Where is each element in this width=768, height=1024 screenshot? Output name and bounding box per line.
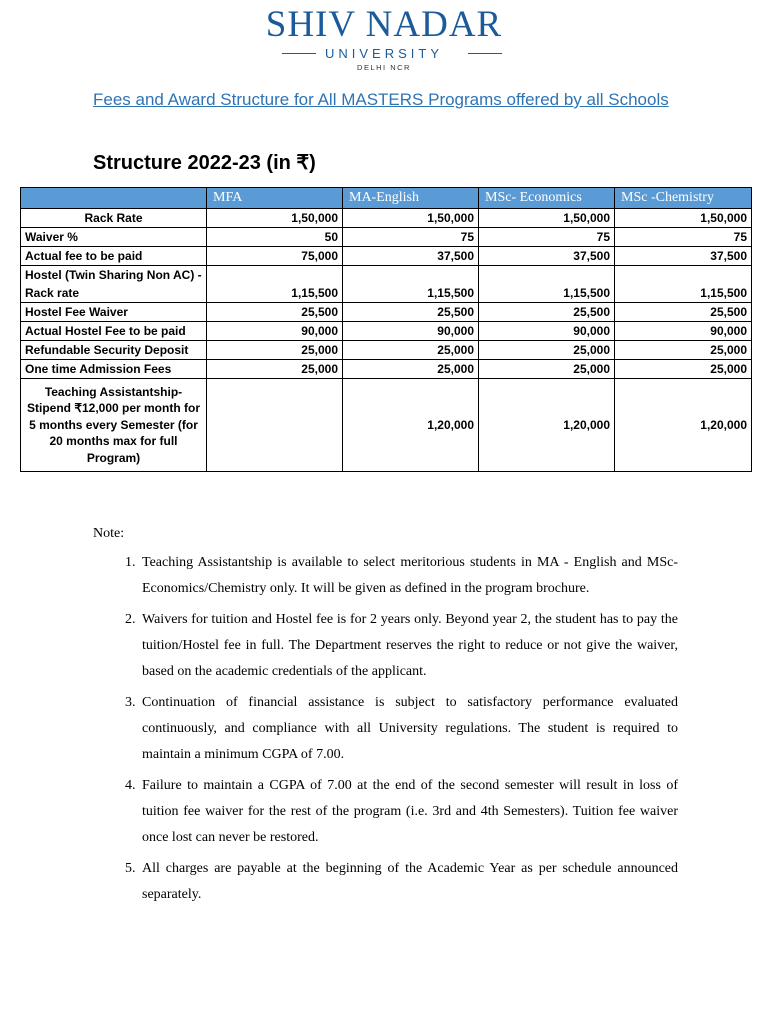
cell: 50	[207, 228, 343, 247]
table-row	[21, 322, 752, 341]
row-label: Waiver %	[21, 228, 207, 247]
list-item: 2. Waivers for tuition and Hostel fee is for 2 years only. Beyond year 2, the student has to pay the tuition/Hostel fee in full. The Department reserves the right to reduce or not give the waiver, based on the academic credentials of the applicant.	[139, 607, 678, 685]
cell: 37,500	[343, 247, 479, 266]
cell: 1,50,000	[343, 209, 479, 228]
cell: 90,000	[479, 322, 615, 341]
logo-subtitle: UNIVERSITY	[324, 46, 443, 61]
list-item: 1. Teaching Assistantship is available to select meritorious students in MA - English and MSc-Economics/Chemistry only. It will be given as defined in the program brochure.	[139, 550, 678, 602]
cell: 75	[343, 228, 479, 247]
row-label: Actual Hostel Fee to be paid	[21, 322, 207, 341]
cell: 25,000	[479, 360, 615, 379]
table-row	[21, 266, 752, 303]
row-label: Hostel (Twin Sharing Non AC) -Rack rate	[21, 266, 207, 303]
cell	[207, 379, 343, 472]
cell: 1,50,000	[479, 209, 615, 228]
notes-title: Note:	[93, 526, 125, 541]
university-logo	[0, 6, 768, 72]
list-item: 4. Failure to maintain a CGPA of 7.00 at the end of the second semester will result in loss of tuition fee waiver for the rest of the program (i.e. 3rd and 4th Semesters). Tuition fee waiver once lost can never be restored.	[139, 773, 678, 851]
column-header	[21, 188, 207, 209]
logo-title: SHIV NADAR	[265, 4, 503, 45]
cell: 1,20,000	[479, 379, 615, 472]
table-row	[21, 360, 752, 379]
notes-list	[93, 550, 678, 908]
row-label: Actual fee to be paid	[21, 247, 207, 266]
list-item: 3. Continuation of financial assistance is subject to satisfactory performance evaluated continuously, and compliance with all University regulations. The student is required to maintain a minimum CGPA of 7.00.	[139, 690, 678, 768]
cell: 25,000	[207, 341, 343, 360]
row-label: Rack Rate	[21, 209, 207, 228]
column-header: MSc -Chemistry	[615, 188, 752, 209]
row-label: Hostel Fee Waiver	[21, 303, 207, 322]
column-header: MA-English	[343, 188, 479, 209]
table-row	[21, 341, 752, 360]
cell: 1,15,500	[615, 266, 752, 303]
table-row	[21, 303, 752, 322]
cell: 1,15,500	[479, 266, 615, 303]
logo-rule-right	[468, 53, 502, 54]
row-label: Teaching Assistantship-Stipend ₹12,000 per month for 5 months every Semester (for 20 months max for full Program)	[21, 379, 207, 472]
table-row	[21, 247, 752, 266]
document-heading: Fees and Award Structure for All MASTERS Programs offered by all Schools	[93, 90, 669, 109]
column-header: MFA	[207, 188, 343, 209]
table-header-row	[21, 188, 752, 209]
cell: 1,50,000	[207, 209, 343, 228]
cell: 25,500	[615, 303, 752, 322]
cell: 90,000	[615, 322, 752, 341]
cell: 37,500	[615, 247, 752, 266]
cell: 1,15,500	[207, 266, 343, 303]
row-label: One time Admission Fees	[21, 360, 207, 379]
cell: 25,000	[207, 360, 343, 379]
cell: 25,000	[479, 341, 615, 360]
logo-subtitle-row	[0, 45, 768, 61]
cell: 25,000	[615, 341, 752, 360]
cell: 25,000	[615, 360, 752, 379]
cell: 37,500	[479, 247, 615, 266]
fees-table	[20, 187, 752, 472]
logo-rule-left	[282, 53, 316, 54]
table-row	[21, 379, 752, 472]
cell: 90,000	[207, 322, 343, 341]
cell: 1,20,000	[615, 379, 752, 472]
cell: 1,15,500	[343, 266, 479, 303]
cell: 25,500	[207, 303, 343, 322]
notes-section	[93, 526, 678, 913]
cell: 25,500	[343, 303, 479, 322]
cell: 1,20,000	[343, 379, 479, 472]
cell: 90,000	[343, 322, 479, 341]
cell: 25,000	[343, 341, 479, 360]
logo-location: DELHI NCR	[357, 63, 411, 72]
cell: 25,500	[479, 303, 615, 322]
table-row	[21, 228, 752, 247]
cell: 75	[479, 228, 615, 247]
row-label: Refundable Security Deposit	[21, 341, 207, 360]
column-header: MSc- Economics	[479, 188, 615, 209]
cell: 1,50,000	[615, 209, 752, 228]
structure-title: Structure 2022-23 (in ₹)	[93, 152, 316, 174]
table-row	[21, 209, 752, 228]
cell: 75,000	[207, 247, 343, 266]
cell: 75	[615, 228, 752, 247]
list-item: 5. All charges are payable at the beginning of the Academic Year as per schedule announced separately.	[139, 856, 678, 908]
cell: 25,000	[343, 360, 479, 379]
